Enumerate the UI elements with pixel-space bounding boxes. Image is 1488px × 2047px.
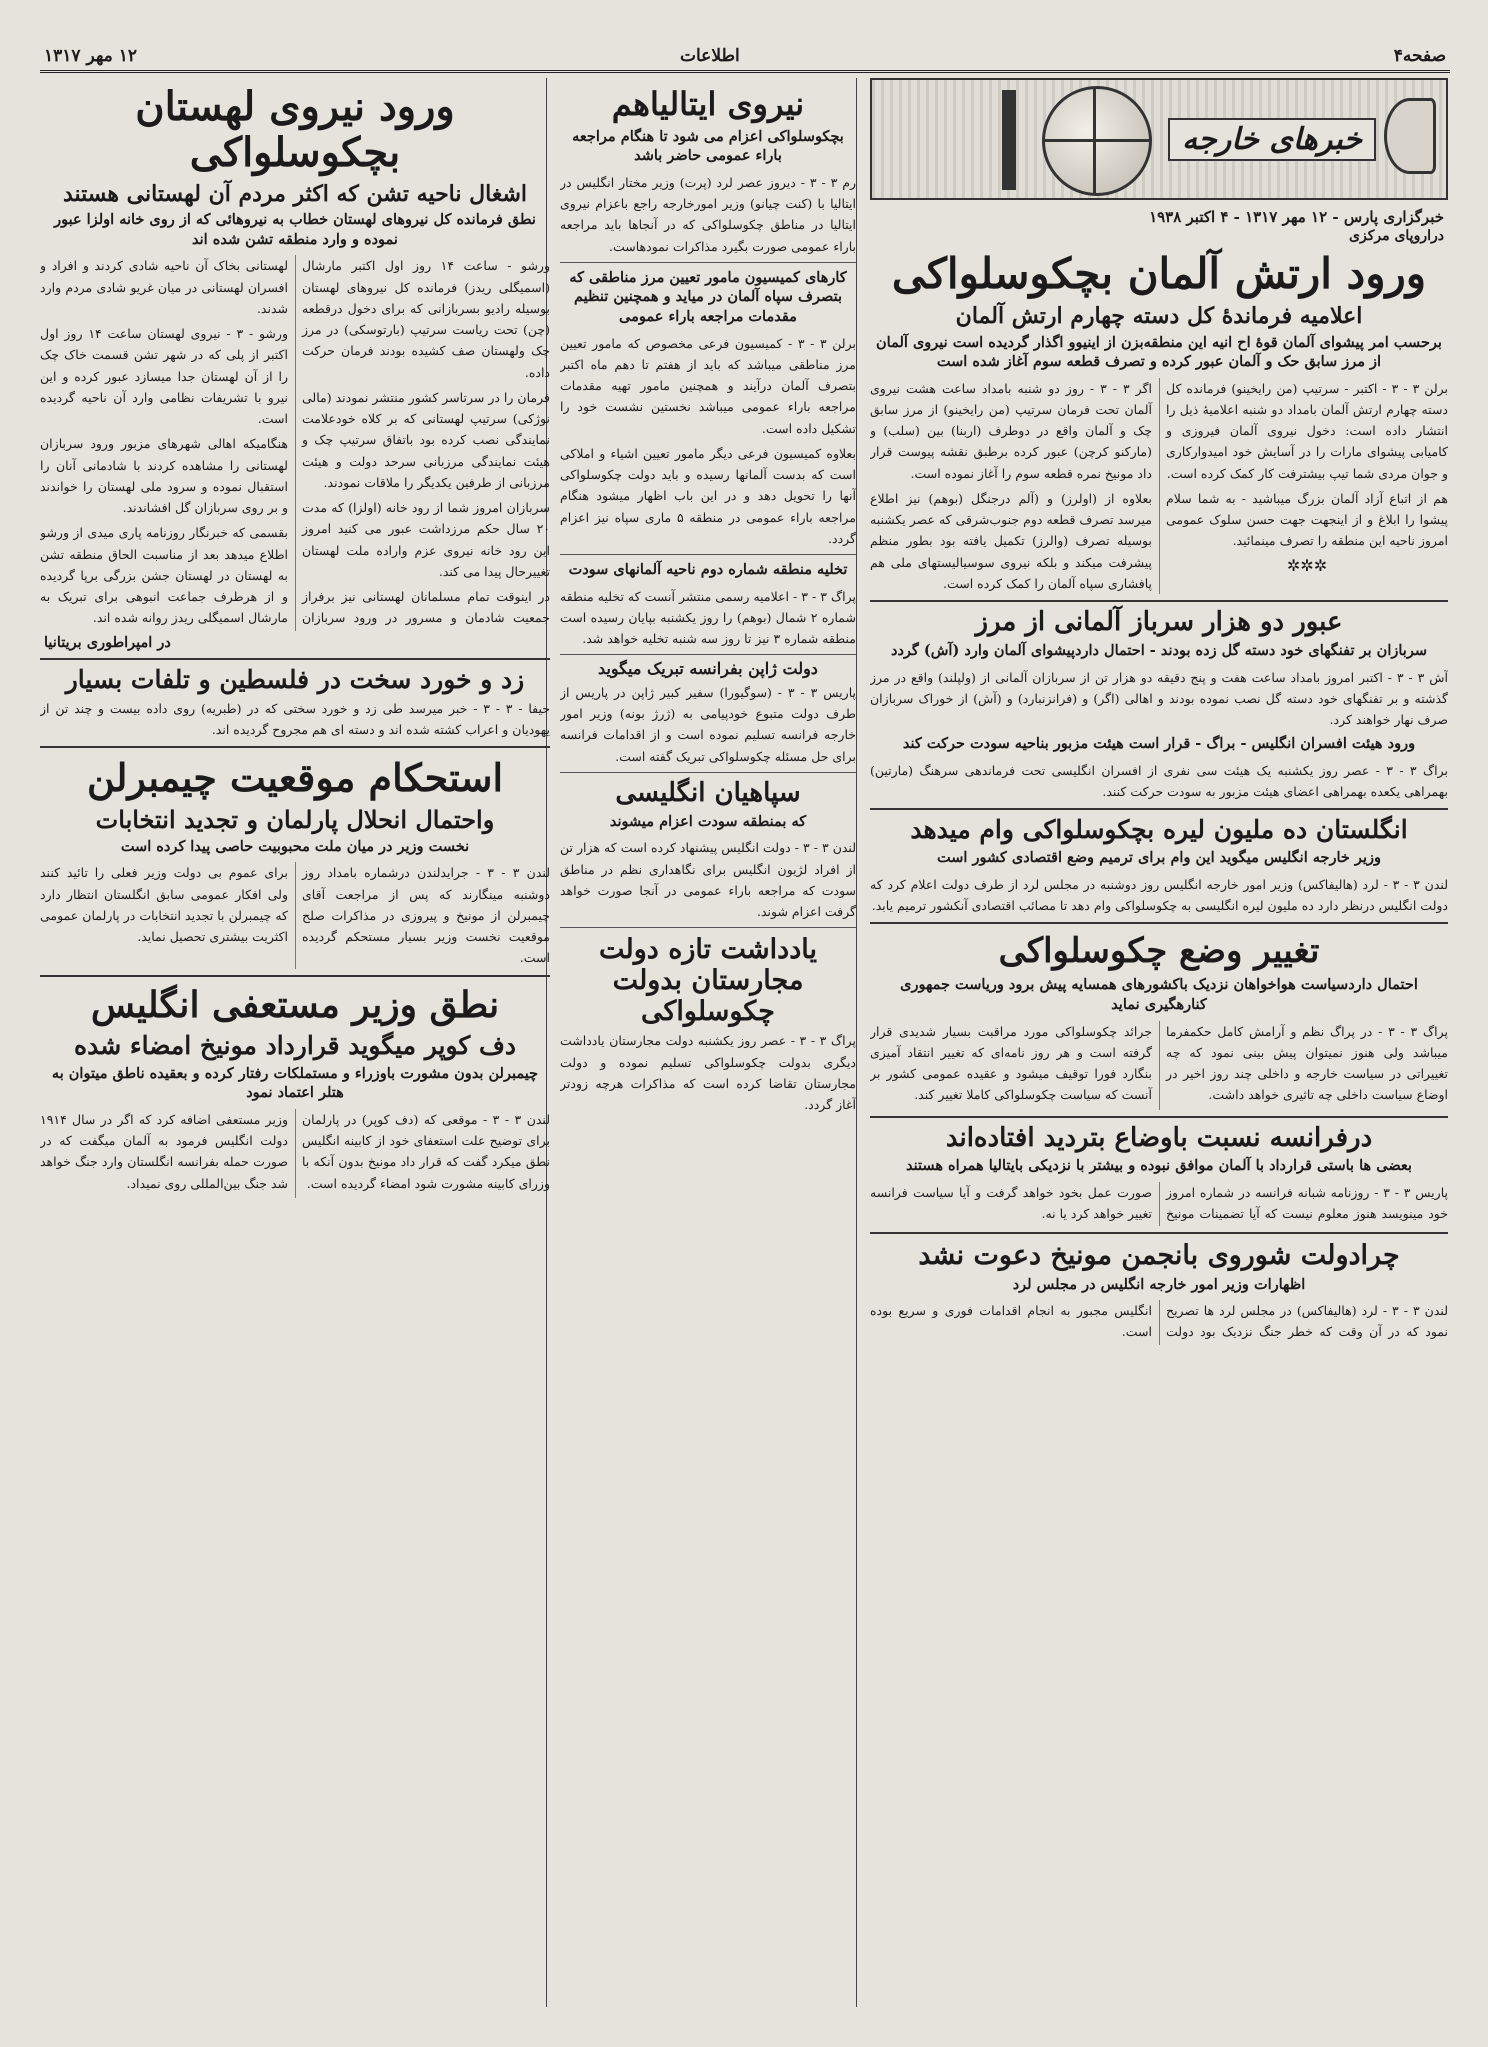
section-british-empire: در امپراطوری بریتانیا	[44, 633, 171, 651]
headline-chamberlain: استحکام موقعیت چیمبرلن	[86, 755, 504, 801]
article-resigned-minister	[40, 1109, 550, 1198]
article-german-army	[870, 378, 1448, 595]
foreign-news-title: خبرهای خارجه	[1168, 118, 1376, 161]
dateline: خبرگزاری پارس - ۱۲ مهر ۱۳۱۷ - ۴ اکتبر ۱۹۳۸	[1149, 208, 1444, 226]
headline-czech-change: تغییر وضع چکوسلواکی	[998, 931, 1320, 972]
deck-german-army: برحسب امر پیشوای آلمان قوهٔ اح انیه این منطقه‌بزن از اینیوو اگذار گردیده است نیروی آلمان از مرز سابق حک و آلمان عبور کرده و تصرف قطعه سوم آغاز شده است	[876, 333, 1442, 371]
deck-resigned-minister: چیمبرلن بدون مشورت باوزراء و مستملکات رفتار کرده و بعقیده ناطق میتوان به هتلر اعتماد نمود	[51, 1064, 539, 1102]
poland-column	[40, 78, 550, 2007]
section-label: دراروپای مرکزی	[1349, 228, 1444, 244]
headline-border-commission: کارهای کمیسیون مامور تعیین مرز مناطقی که بتصرف سپاه آلمان در میاید و همچنین تنظیم مقدمات مراجعه باراء عمومی	[569, 268, 847, 326]
headline-palestine: زد و خورد سخت در فلسطین و تلفات بسیار	[65, 665, 525, 695]
deck-france-doubt: بعضی ها باستی قرارداد با آلمان موافق نبوده و بیشتر با نزدیکی بایتالیا همراه هستند	[906, 1157, 1412, 1175]
headline-two-thousand-soldiers: عبور دو هزار سرباز آلمانی از مرز	[975, 607, 1343, 638]
article-france-doubt	[870, 1182, 1448, 1227]
headline-soviet-not-invited: چرادولت شوروی بانجمن مونیخ دعوت نشد	[918, 1240, 1400, 1272]
deck-poland: نطق فرمانده کل نیروهای لهستان خطاب به نیروهائی که از روی خانه اولزا عبور نموده و وارد منطقه تشن شده اند	[54, 211, 536, 248]
article-chamberlain	[40, 862, 550, 968]
deck-italy: بچکوسلواکی اعزام می شود تا هنگام مراجعه باراء عمومی حاضر باشد	[572, 127, 844, 165]
paragraph: لندن ۳ - ۳ - لرد (هالیفاکس) وزیر امور خارجه انگلیس روز دوشنبه در مجلس لرد از طرف دولت اعلام کرد که دولت انگلیس درنظر دارد ده ملیون لیره انگلیسی به چکوسلواکی وام دهد تا مصائب اقتصادی آنکشور ترمیم یابد.	[870, 876, 1448, 914]
masthead	[40, 40, 1450, 73]
paragraph: جرائد چکوسلواکی مورد مراقبت بسیار شدیدی قرار گرفته است و هر روز نامه‌ای که تغییر انتقاد آمیزی بنگارد فورا توقیف میشود و عقیده عمومی کشور بر آنست که سیاست چکوسلواکی کاملا تغییر کند.	[870, 1023, 1152, 1103]
headline-resigned-minister: نطق وزیر مستعفی انگلیس	[90, 983, 500, 1026]
paragraph: بقسمی که خبرنگار روزنامه پاری میدی از ورشو اطلاع میدهد بعد از مناسبت الحاق منطقه تشن به لهستان در لهستان جشن بزرگی برپا گردیده و از هرطرف جماعت انبوهی برای تبریک به مارشال اسمیگلی ریدز روانه شده اند.	[40, 525, 288, 626]
deck-british-soldiers: که بمنطقه سودت اعزام میشوند	[609, 812, 807, 830]
paragraph: پراگ ۳ - ۳ - اعلامیه رسمی منتشر آنست که تخلیه منطقه شماره ۲ شمال (بوهم) را روز یکشنبه بپایان رسیده است منطقه شماره ۳ نیز تا روز سه شنبه تخلیه خواهد شد.	[560, 588, 856, 647]
paragraph: لندن ۳ - ۳ - جرایدلندن درشماره بامداد روز دوشنبه مینگارند که پس از مراجعت آقای چیمبرلن از مونیخ و پیروزی در مذاکرات صلح موقعیت نخست وزیر بسیار مستحکم گردیده است.	[302, 865, 550, 966]
paragraph: اگر ۳ - ۳ - روز دو شنبه بامداد ساعت هشت نیروی آلمان تحت فرمان سرتیپ (من‌ رایخینو) از مرز سابق چک و آلمان واقع در دوطرف (اربنا) بین (سلب) و (مارکنو کرچن) عبور کرده برطبق نقشه پیوست قرار داد مونیخ نمره قطعه سوم را آغاز نموده است.	[870, 380, 1153, 481]
paragraph: حیفا - ۳ - ۳ - خبر میرسد طی زد و خورد سختی که در (طبریه) روی داده بیست و چند تن از یهودیان و اعراب کشته شده اند و دسته ای هم مجروح گردیده اند.	[40, 700, 550, 738]
paragraph: پراگ ۳ - ۳ - در پراگ نظم و آرامش کامل حکمفرما میباشد ولی هنوز نمیتوان پیش بینی نمود که چه تغییراتی در سیاست خارجه و داخلی چند روز اخیر در اوضاع سیاست داخلی چه تاثیری خواهد داشت.	[1166, 1023, 1448, 1103]
deck-soviet-not-invited: اظهارات وزیر امور خارجه انگلیس در مجلس لرد	[1012, 1275, 1306, 1293]
paragraph: در اینوقت تمام مسلمانان لهستانی نیز برفراز جمعیت شادمان و مسرور در ورود سربازان لهستانی بخاک آن ناحیه شادی کردند و افراد و افسران لهستانی در میان غریو شادی مردم وارد شدند.	[40, 258, 550, 626]
paragraph: پاریس ۳ - ۳ - (سوگیورا) سفیر کبیر ژاپن در پاریس از طرف دولت متبوع خودپیامی به (ژرژ بونه) وزیر امور خارجه فرانسه تسلیم نموده است و از اقدامات فرانسه برای حل مسئله چکوسلواکی تبریک گفته است.	[560, 684, 856, 764]
paragraph: فرمان را در سرتاسر کشور منتشر نمودند (مالی نوژکی) سرتیپ لهستانی که بر کلاه خودعلامت نمایندگی نصب کرده بود باتفاق سرتیپ چک و هیئت نمایندگی مرزبانی سرحد دولت و هیئت مرزبانی از طرفین یکدیگر را ملاقات نمودند.	[302, 389, 550, 490]
headline-hungary-note: یادداشت تازه دولت مجارستان بدولت چکوسلواکی	[599, 934, 817, 1028]
paragraph: هنگامیکه اهالی شهرهای مزبور ورود سربازان لهستانی را مشاهده کردند با شادمانی آنان را استقبال نموده و سرود ملی لهستان را خواندند و بر روی سربازان گل افشاندند.	[40, 436, 288, 516]
headline-british-officers: ورود هیئت افسران انگلیس - براگ - قرار است هیئت مزبور بناحیه سودت حرکت کند	[902, 735, 1416, 753]
issue-date: ۱۲ مهر ۱۳۱۷	[44, 46, 137, 66]
article-soviet-not-invited	[870, 1300, 1448, 1345]
paragraph: براگ ۳ - ۳ - عصر روز یکشنبه یک هیئت سی نفری از افسران انگلیسی تحت فرماندهی سرهنگ (مارتین) بهمراهی یکعده بهمراهی اعضای هیئت مزبور به سودت حرکت کنند.	[870, 762, 1448, 800]
paper-name: اطلاعات	[680, 46, 740, 66]
headline-poland: ورود نیروی لهستان بچکوسلواکی	[135, 83, 455, 176]
paragraph: هم از اتباع آزاد آلمان بزرگ میباشید - به شما سلام پیشوا را ابلاغ و از اینجهت جهت حسن سلوک عمومی امروز ناحیه این منطقه را تصرف مینمائید.	[1166, 490, 1448, 549]
radio-tower-icon	[1002, 90, 1016, 190]
paragraph: لندن ۳ - ۳ - لرد (هالیفاکس) در مجلس لرد ها تصریح نمود که در آن وقت که خطر جنگ نزدیک بود دولت انگلیس مجبور به انجام اقدامات فوری و سریع بوده است.	[870, 1303, 1448, 1340]
headline-british-soldiers: سپاهیان انگلیسی	[615, 777, 801, 808]
deck-two-thousand-soldiers: سربازان بر تفنگهای خود دسته گل زده بودند - احتمال داردپیشوای آلمان وارد (آش) گردد	[891, 642, 1427, 660]
deck-czech-change: احتمال داردسیاست هواخواهان نزدیک باکشورهای همسایه پیش برود وریاست جمهوری کنارهگیری نماید	[900, 976, 1418, 1013]
paragraph: سربازان امروز شما از رود خانه (اولزا) که مدت ۲۰ سال حکم مرزداشت عبور می کنید امروز این رود خانه نیروی عزم واراده ملت لهستان تغییرحال پیدا می کند.	[302, 500, 550, 579]
subhead-resigned-minister: دف کوپر میگوید قرارداد مونیخ امضاء شده	[73, 1030, 517, 1060]
foreign-news-banner	[870, 78, 1448, 200]
paragraph: برلن ۳ - ۳ - کمیسیون فرعی مخصوص که مامور تعیین مرز مناطقی میباشد که باید از هفتم تا دهم ماه اکتبر بتصرف آلمان درآیند و همچنین مامور تهیه مقدمات مراجعه باراء عمومی میباشد نخستین نشست خود را تشکیل داده است.	[560, 335, 856, 436]
headline-british-loan: انگلستان ده ملیون لیره بچکوسلواکی وام میدهد	[910, 815, 1408, 845]
subhead-poland: اشغال ناحیه تشن که اکثر مردم آن لهستانی هستند	[62, 181, 528, 207]
deck-british-loan: وزیر خارجه انگلیس میگوید این وام برای ترمیم وضع اقتصادی کشور است	[937, 849, 1381, 867]
deck-chamberlain: نخست وزیر در میان ملت محبوبیت حاصی پیدا کرده است	[120, 837, 470, 855]
paragraph: لندن ۳ - ۳ - دولت انگلیس پیشنهاد کرده است که هزار تن از افراد لژیون انگلیس برای نگاهداری نظم در مناطق سودت که مراجعه باراء عمومی در آنجا صورت خواهد گرفت اعزام شوند.	[560, 840, 856, 920]
paragraph: برلن ۳ - ۳ - اکتبر - سرتیپ (من‌ رایخینو) فرمانده کل دسته چهارم ارتش آلمان بامداد دو شنبه اعلامیهٔ ذیل را انتشار داده است: دخول نیروی آلمان فیروزی و کامیابی پیشوای مارات را در آسایش خود امیدوارکاری و جوان‌ مردی شما تیپ بیشترفت کار کمک کرده است.	[1166, 380, 1448, 481]
article-poland	[40, 255, 550, 630]
paragraph: پراگ ۳ - ۳ - عصر روز یکشنبه دولت مجارستان یادداشت دیگری بدولت چکوسلواکی تسلیم نموده و دولت مجارستان تقاضا کرده است که مذاکرات هرچه زودتر آغاز گردد.	[560, 1033, 856, 1113]
paragraph: پاریس ۳ - ۳ - روزنامه شبانه فرانسه در شماره امروز خود مینویسد هنوز معلوم نیست که آیا تضمینات مونیخ صورت عمل بخود خواهد گرفت و آیا سیاست فرانسه تغییر خواهد کرد یا نه.	[870, 1184, 1448, 1222]
subhead-german-army: اعلامیه فرماندهٔ کل دسته چهارم ارتش آلمان	[955, 303, 1363, 330]
page-number: صفحه۴	[1393, 46, 1446, 66]
headline-german-army: ورود ارتش آلمان بچکوسلواکی	[891, 249, 1427, 298]
foreign-news-column	[870, 78, 1448, 2007]
star-divider-icon: ✲✲✲	[1286, 555, 1328, 575]
paragraph: بعلاوه از (اولرز) و (آلم درجنگل (بوهم) نیز اطلاع میرسد تصرف قطعه دوم جنوب‌شرقی که عصر یکشنبه بوسیله تصرف (والرز) تکمیل یافته بود بطور منظم پیشرفت میکند و بلکه نیروی سوسیالیستهای ملی هم پافشاری سپاه آلمان را کمک کرده است.	[870, 490, 1152, 591]
globe-icon	[1042, 86, 1152, 196]
paragraph: ورشو - ۳ - نیروی لهستان ساعت ۱۴ روز اول اکتبر از پلی که در شهر تشن قسمت خاک چک را از آن لهستان جدا میسازد عبور کرده و این نیرو با تشریفات نظامی وارد آن ناحیه گردیده است.	[40, 326, 288, 427]
paragraph: برای عموم بی دولت وزیر فعلی را تائید کنند ولی افکار عمومی سابق انگلستان انتظار دارد که چیمبرلن با تجدید انتخابات در پارلمان عمومی اکثریت بیشتری تحصیل نماید.	[40, 865, 288, 945]
paragraph: بعلاوه کمیسیون فرعی دیگر مامور تعیین اشیاء و املاکی است که بدست آلمانها رسیده و باید دولت چکوسلواکی آنها را تحویل دهد و در این باب اظهار میشود هنگام مراجعه باراء عمومی در منطقه ۵ ماری سپاه نیز اعزام گردد.	[560, 445, 856, 546]
article-czech-change	[870, 1021, 1448, 1110]
subhead-chamberlain: واحتمال انحلال پارلمان و تجدید انتخابات	[95, 805, 495, 835]
paragraph: آش ۳ - ۳ - اکتبر امروز بامداد ساعت هفت و پنج دقیقه دو هزار تن از سربازان آلمانی از (ولپلند) واقع در مرز گذشته و بر تفنگهای خود دسته گل نصب نموده بودند و اهالی (اگر) و (فرانزنبارد) و (آش) از خوراک سربازان صرف نهار خواهند کرد.	[870, 669, 1448, 728]
headline-france-doubt: درفرانسه نسبت باوضاع بتردید افتاده‌اند	[945, 1122, 1373, 1153]
gramophone-horn-icon	[1384, 98, 1436, 174]
paragraph: لندن ۳ - ۳ - موقعی که (دف کوپر) در پارلمان برای توضیح علت استعفای خود از کابینه انگلیس نطق میکرد گفت که قرار داد مونیخ بدون آنکه با وزرای کابینه مشورت شود امضاء گردیده است.	[302, 1111, 550, 1191]
headline-italy: نیروی ایتالیاهم	[611, 85, 805, 123]
headline-sudeten-evacuation: تخلیه منطقه شماره دوم ناحیه آلمانهای سودت	[568, 561, 848, 579]
paragraph: وزیر مستعفی اضافه کرد که اگر در سال ۱۹۱۴ دولت انگلیس فرمود به آلمان میگفت که در صورت حمله بفرانسه انگلستان وارد جنگ خواهد شد جنگ بین‌المللی روی نمیداد.	[40, 1111, 288, 1191]
paragraph: ورشو - ساعت ۱۴ روز اول اکتبر مارشال (اسمیگلی ریدز) فرمانده کل نیروهای لهستان بوسیله رادیو بسربازانی که برای دخول درقطعه (چن) تحت ریاست سرتیپ (بارتوسکی) در مرز چک ولهستان صف کشیده بودند فرمان حرکت داده.	[302, 258, 550, 380]
italy-column	[560, 78, 856, 2007]
headline-japan-congratulates: دولت ژاپن بفرانسه تبریک میگوید	[598, 659, 818, 679]
paragraph: رم ۳ - ۳ - دیروز عصر لرد (پرت) وزیر مختار انگلیس در ایتالیا با (کنت چیانو) وزیر امورخارجه راجع باعزام نیروی ایتالیا در مناطق چکوسلواکی که در آنجاها باید مراجعه باراء عمومی صورت بگیرد مذاکرات نمودهاست.	[560, 174, 856, 254]
